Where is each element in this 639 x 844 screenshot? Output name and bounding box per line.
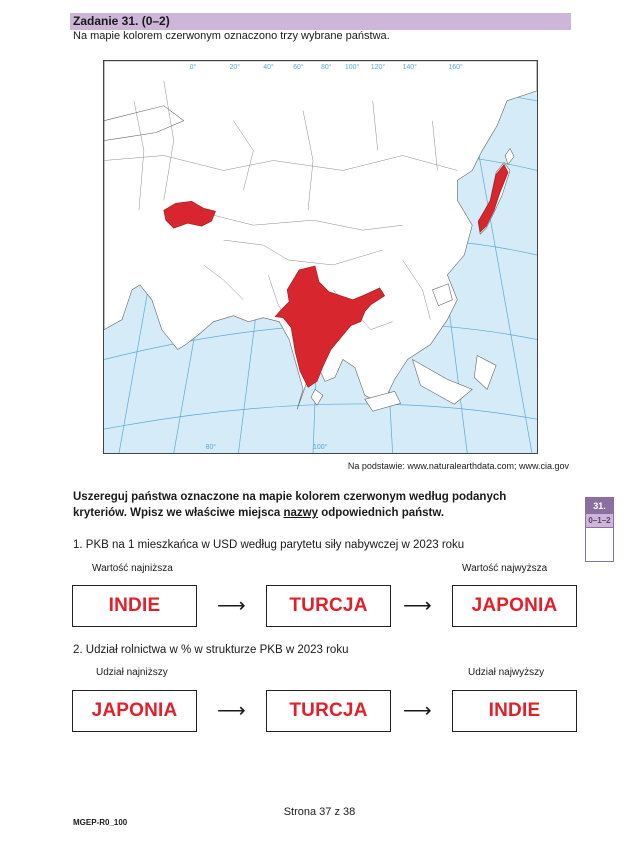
asia-map <box>103 60 538 454</box>
answer-box-2-3[interactable] <box>452 690 577 732</box>
lon-label: 100° <box>313 444 328 452</box>
question-2-title: 2. Udział rolnictwa w % w strukturze PKB w 2023 roku <box>73 644 349 656</box>
answer-box-1-3[interactable] <box>452 585 577 627</box>
question-2-right-label: Udział najwyższy <box>468 667 545 678</box>
task-title: Zadanie 31. (0–2) <box>73 14 170 28</box>
answer-box-1-1[interactable] <box>72 585 197 627</box>
score-task-number: 31. <box>586 498 613 514</box>
question-2-left-label: Udział najniższy <box>96 667 168 678</box>
instruction-part1: Uszereguj państwa oznaczone na mapie kolorem czerwonym według podanych kryteriów. Wpisz we właściwe miejsca <box>73 491 507 519</box>
arrow-icon: ⟶ <box>217 700 246 722</box>
lon-label: 40° <box>263 63 274 71</box>
lon-label: 80° <box>320 63 332 71</box>
task-intro: Na mapie kolorem czerwonym oznaczono trzy wybrane państwa. <box>73 30 390 42</box>
arrow-icon: ⟶ <box>217 595 246 617</box>
question-1-right-label: Wartość najwyższa <box>462 563 548 574</box>
arrow-icon: ⟶ <box>403 700 432 722</box>
task-instruction <box>73 489 543 521</box>
lon-label: 100° <box>344 63 360 71</box>
answer-box-2-2[interactable] <box>266 690 391 732</box>
lon-label: 0° <box>189 63 197 71</box>
answer-text: JAPONIA <box>471 595 558 616</box>
lon-label: 160° <box>448 63 463 71</box>
lon-label: 20° <box>229 63 240 71</box>
lon-label: 60° <box>293 63 304 71</box>
answer-box-1-2[interactable] <box>266 585 391 627</box>
instruction-underlined: nazwy <box>283 507 319 519</box>
map-source: Na podstawie: www.naturalearthdata.com; www.cia.gov <box>347 461 569 471</box>
lon-label: 120° <box>370 63 386 71</box>
map-svg <box>104 61 537 453</box>
question-1-left-label: Wartość najniższa <box>92 563 173 574</box>
question-1-title: 1. PKB na 1 mieszkańca w USD według parytetu siły nabywczej w 2023 roku <box>73 539 465 551</box>
answer-text: TURCJA <box>289 700 368 721</box>
arrow-icon: ⟶ <box>403 595 432 617</box>
lon-label: 80° <box>205 444 217 452</box>
score-box <box>585 497 614 562</box>
answer-text: JAPONIA <box>91 700 178 721</box>
page-number: Strona 37 z 38 <box>283 806 356 818</box>
answer-text: INDIE <box>488 700 541 721</box>
answer-box-2-1[interactable] <box>72 690 197 732</box>
answer-text: INDIE <box>108 595 161 616</box>
lon-label: 140° <box>402 63 417 71</box>
answer-text: TURCJA <box>289 595 368 616</box>
instruction-part2: odpowiednich państw. <box>318 507 445 519</box>
score-range: 0–1–2 <box>586 514 613 528</box>
document-code: MGEP-R0_100 <box>73 818 128 827</box>
